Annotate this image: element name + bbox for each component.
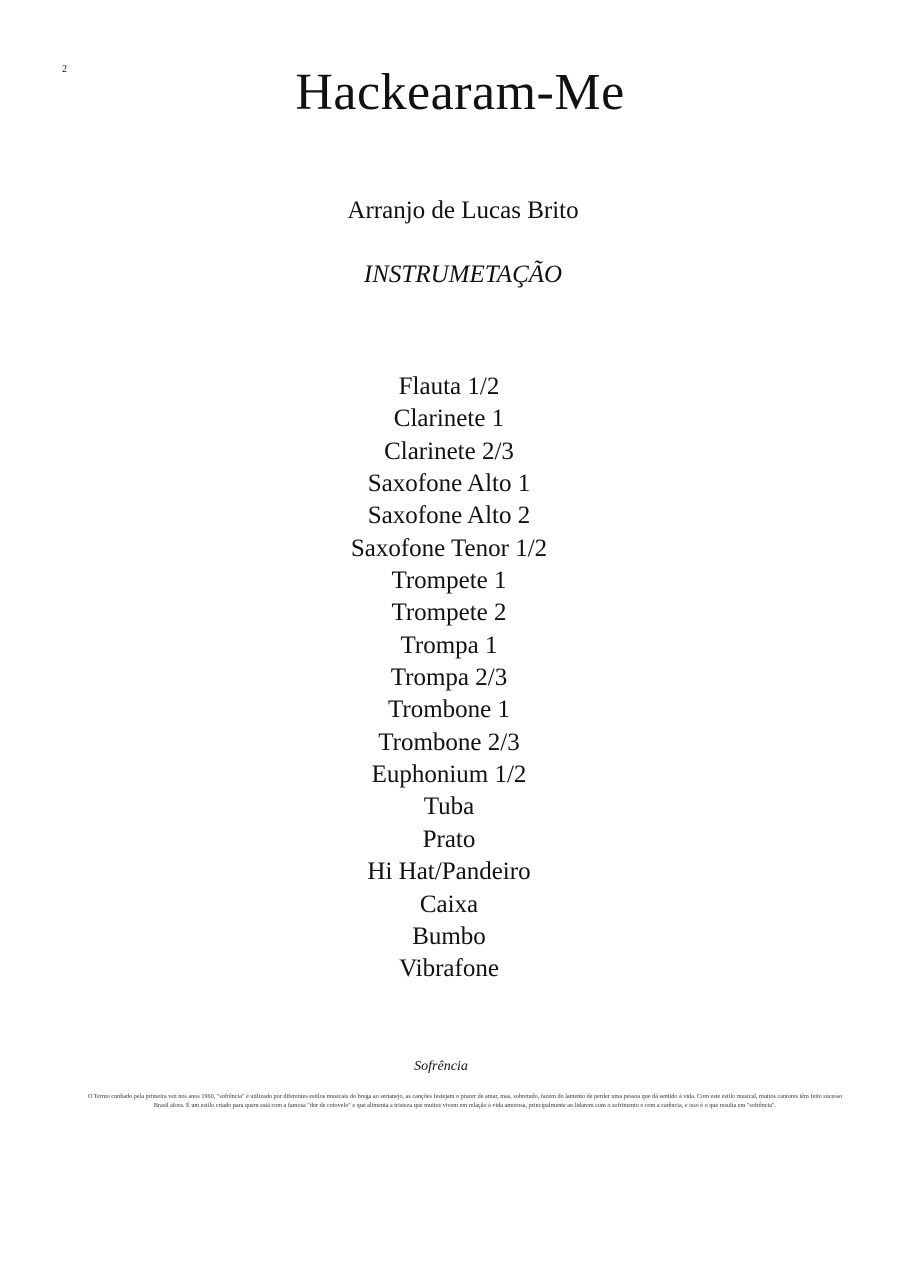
instrument-item: Flauta 1/2 bbox=[398, 373, 500, 400]
instrument-item: Saxofone Alto 2 bbox=[367, 502, 531, 530]
footer-paragraph: O Termo cunhado pela primeira vez nos anos 1960, "sofrência" é utilizado por diferentes estilos musicais do brega ao sertanejo, as canções festejam o prazer de amar, mas, sobretudo, fazem do lamento de perder uma pessoa que dá sentido à vida. Com este estilo musical, muitos cantores têm feito sucesso Brasil afora. É um estilo criado para quem está com a famosa "dor de cotovelo" e que alimenta a tristeza que muitos vivem em relação à vida amorosa, principalmente ao lidarem com o sofrimento e com a carência, e isso é o que resulta em "sofrência". bbox=[87, 1093, 843, 1109]
instrument-item: Saxofone Tenor 1/2 bbox=[350, 534, 548, 562]
instrument-item: Bumbo bbox=[412, 922, 486, 950]
instrument-list bbox=[0, 371, 898, 986]
instrument-item: Clarinete 1 bbox=[393, 405, 505, 433]
footer-heading: Sofrência bbox=[414, 1059, 468, 1074]
instrument-item: Saxofone Alto 1 bbox=[367, 470, 531, 498]
instrument-item: Clarinete 2/3 bbox=[384, 437, 514, 465]
instrumentation-heading: INSTRUMETAÇÃO bbox=[363, 261, 563, 288]
page-title: Hackearam-Me bbox=[295, 64, 625, 121]
instrument-item: Trompete 1 bbox=[391, 567, 507, 595]
instrument-item: Tuba bbox=[423, 793, 475, 821]
instrument-item: Hi Hat/Pandeiro bbox=[367, 858, 531, 886]
instrument-item: Caixa bbox=[419, 890, 479, 918]
instrument-item: Euphonium 1/2 bbox=[371, 761, 527, 789]
instrument-item: Trompa 2/3 bbox=[390, 664, 508, 692]
instrument-item: Trompa 1 bbox=[400, 631, 498, 659]
instrument-item: Trombone 2/3 bbox=[378, 728, 520, 756]
page-number: 2 bbox=[62, 64, 67, 75]
instrument-item: Prato bbox=[422, 825, 476, 853]
instrument-item: Trompete 2 bbox=[391, 599, 507, 627]
instrument-item: Trombone 1 bbox=[387, 696, 510, 724]
instrument-item: Vibrafone bbox=[399, 955, 499, 983]
arranger-credit: Arranjo de Lucas Brito bbox=[347, 197, 579, 224]
